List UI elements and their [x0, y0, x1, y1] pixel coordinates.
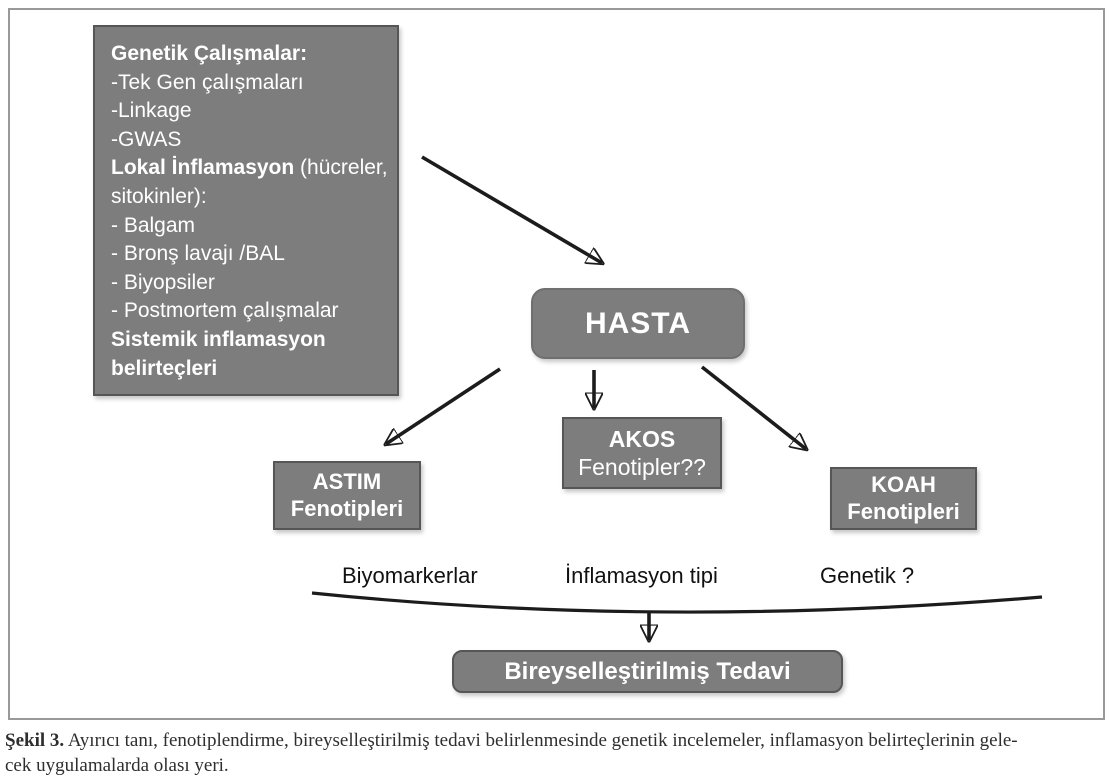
label-genetics: Genetik ? [820, 563, 915, 588]
genetics-box-line: -Tek Gen çalışmaları [111, 70, 304, 94]
genetics-box-line: - Biyopsiler [111, 270, 215, 294]
genetics-box-line: belirteçleri [111, 356, 218, 380]
genetics-box-line: Sistemik inflamasyon [111, 327, 326, 351]
caption-text-1: Ayırıcı tanı, fenotiplendirme, bireyselleştirilmiş tedavi belirlenmesinde genetik incelemeler, inflamasyon belirteçlerinin gele- [67, 730, 1018, 751]
genetics-box-line: -Linkage [111, 99, 192, 123]
genetics-studies-box [93, 25, 399, 396]
hasta-label: HASTA [584, 306, 692, 340]
caption-text-2: cek uygulamalarda olası yeri. [5, 755, 229, 776]
genetics-box-line: - Postmortem çalışmalar [111, 299, 339, 323]
akos-box [562, 417, 722, 489]
caption-line-1 [5, 728, 1109, 753]
genetics-box-line: - Bronş lavajı /BAL [111, 242, 285, 266]
caption-label: Şekil 3. [5, 730, 65, 751]
astim-sublabel: Fenotipleri [290, 495, 404, 521]
koah-box [830, 467, 977, 530]
genetics-box-line: - Balgam [111, 213, 196, 237]
genetics-box-line: -GWAS [111, 127, 182, 151]
treatment-box [452, 650, 843, 693]
astim-label: ASTIM [312, 468, 382, 494]
caption-line-2 [5, 753, 1109, 776]
genetics-box-line: Lokal İnflamasyon (hücreler, [111, 156, 388, 180]
figure-caption [5, 728, 1109, 776]
treatment-label: Bireyselleştirilmiş Tedavi [504, 657, 791, 685]
koah-label: KOAH [871, 471, 936, 497]
hasta-box [531, 288, 745, 359]
koah-sublabel: Fenotipleri [847, 498, 960, 524]
akos-label: AKOS [608, 425, 676, 452]
label-biomarkers: Biyomarkerlar [342, 563, 478, 588]
astim-box [273, 461, 421, 530]
label-inflammation-type: İnflamasyon tipi [565, 563, 718, 588]
genetics-box-line: sitokinler): [111, 184, 207, 208]
akos-sublabel: Fenotipler?? [578, 454, 706, 480]
genetics-box-line: Genetik Çalışmalar: [111, 42, 308, 65]
